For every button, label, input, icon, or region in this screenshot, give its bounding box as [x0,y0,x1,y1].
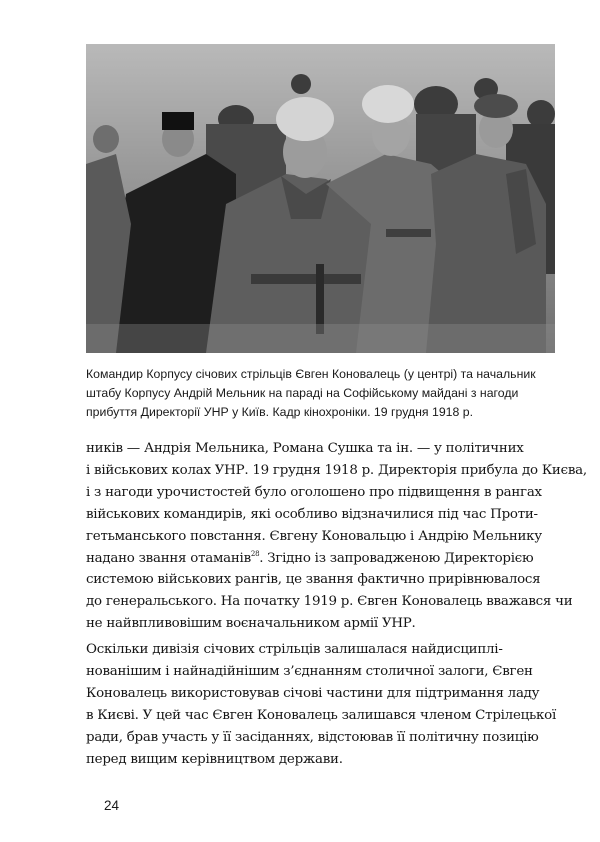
text-line: до генеральського. На початку 1919 р. Євген Коновалець вважався чи [86,594,573,610]
text-line: військових командирів, які особливо відзначилися під час Проти- [86,506,538,522]
text-segment: надано звання отаманів [86,550,251,566]
footnote-ref[interactable]: 28 [250,549,260,558]
parade-photo [86,44,555,353]
text-line: ників — Андрія Мельника, Романа Сушка та ін. — у політичних [86,441,524,456]
text-line: не найвпливовішим воєначальником армії УНР. [86,616,416,632]
text-line: ради, брав участь у її засіданнях, відстоював її політичну позицію [86,729,539,745]
page-number: 24 [104,798,120,813]
body-text [86,438,587,771]
text-line: перед вищим керівництвом держави. [86,751,343,767]
text-line: і військових колах УНР. 19 грудня 1918 р. Директорія прибула до Києва, [86,462,587,478]
text-line: нованішим і найнадійнішим з’єднанням столичної залоги, Євген [86,664,533,680]
text-line: в Києві. У цей час Євген Коновалець залишався членом Стрілецької [86,707,556,723]
text-line: гетьманського повстання. Євгену Коновальцю і Андрію Мельнику [86,528,542,544]
caption-line: Командир Корпусу січових стрільців Євген Коновалець (у центрі) та начальник [86,367,536,381]
photo-caption [86,365,560,422]
caption-line: штабу Корпусу Андрій Мельник на параді на Софійському майдані з нагоди [86,386,519,400]
caption-line: прибуття Директорії УНР у Київ. Кадр кінохроніки. 19 грудня 1918 р. [86,405,474,419]
text-segment: . Згідно із запровадженою Директорією [259,550,534,566]
text-line: Коновалець використовував січові частини для підтримання ладу [86,685,540,701]
text-line: системою військових рангів, це звання фактично прирівнювалося [86,572,541,588]
text-line: і з нагоди урочистостей було оголошено про підвищення в рангах [86,484,542,500]
text-line: Оскільки дивізія січових стрільців залишалася найдисциплі- [86,642,503,658]
text-line-with-footnote [86,548,556,570]
